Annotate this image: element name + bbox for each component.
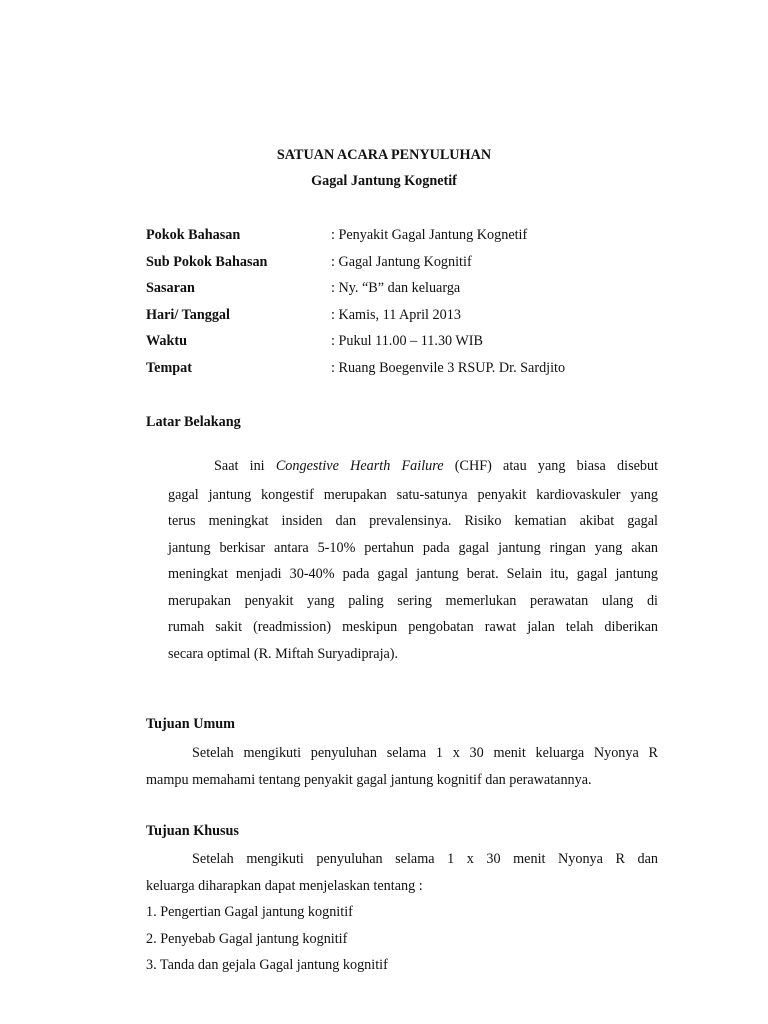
meta-row-tempat	[146, 360, 686, 380]
meta-row-waktu	[146, 333, 686, 353]
meta-row-hari-tanggal	[146, 307, 686, 327]
paragraph-line: gagal jantung kongestif merupakan satu-satunya penyakit kardiovaskuler yang	[168, 487, 658, 503]
meta-value: : Ny. “B” dan keluarga	[331, 280, 461, 296]
meta-label: Sasaran	[146, 280, 195, 296]
list-item: 1. Pengertian Gagal jantung kognitif	[146, 904, 353, 920]
meta-label: Sub Pokok Bahasan	[146, 254, 268, 270]
meta-value: : Ruang Boegenvile 3 RSUP. Dr. Sardjito	[331, 360, 566, 376]
paragraph-line: mampu memahami tentang penyakit gagal jantung kognitif dan perawatannya.	[146, 772, 592, 788]
list-item: 2. Penyebab Gagal jantung kognitif	[146, 931, 348, 947]
document-title: SATUAN ACARA PENYULUHAN	[276, 147, 492, 163]
heading-tujuan-umum: Tujuan Umum	[146, 716, 235, 732]
meta-value: : Gagal Jantung Kognitif	[331, 254, 472, 270]
paragraph-line: merupakan penyakit yang paling sering memerlukan perawatan ulang di	[168, 593, 658, 609]
meta-row-sub-pokok-bahasan	[146, 254, 686, 274]
paragraph-line: rumah sakit (readmission) meskipun pengobatan rawat jalan telah diberikan	[168, 619, 658, 635]
paragraph-line: meningkat menjadi 30-40% pada gagal jantung berat. Selain itu, gagal jantung	[168, 566, 658, 582]
meta-row-pokok-bahasan	[146, 227, 686, 247]
heading-latar-belakang: Latar Belakang	[146, 414, 241, 430]
meta-label: Hari/ Tanggal	[146, 307, 230, 323]
meta-value: : Pukul 11.00 – 11.30 WIB	[331, 333, 483, 349]
paragraph-line	[214, 458, 658, 475]
paragraph-line: jantung berkisar antara 5-10% pertahun pada gagal jantung ringan yang akan	[168, 540, 658, 556]
paragraph-text: Saat ini	[214, 458, 265, 474]
paragraph-line: Setelah mengikuti penyuluhan selama 1 x 30 menit keluarga Nyonya R	[192, 745, 658, 761]
document-subtitle: Gagal Jantung Kognetif	[311, 173, 457, 189]
meta-value: : Penyakit Gagal Jantung Kognetif	[331, 227, 528, 243]
paragraph-line: secara optimal (R. Miftah Suryadipraja).	[168, 646, 399, 662]
meta-label: Pokok Bahasan	[146, 227, 241, 243]
paragraph-line: Setelah mengikuti penyuluhan selama 1 x 30 menit Nyonya R dan	[192, 851, 658, 867]
meta-row-sasaran	[146, 280, 686, 300]
paragraph-line: keluarga diharapkan dapat menjelaskan tentang :	[146, 878, 423, 894]
list-item: 3. Tanda dan gejala Gagal jantung kognitif	[146, 957, 388, 973]
paragraph-text: (CHF) atau yang biasa disebut	[454, 458, 659, 474]
meta-label: Tempat	[146, 360, 192, 376]
meta-value: : Kamis, 11 April 2013	[331, 307, 461, 323]
paragraph-italic-term: Congestive Hearth Failure	[275, 458, 444, 474]
paragraph-line: terus meningkat insiden dan prevalensinya. Risiko kematian akibat gagal	[168, 513, 658, 529]
heading-tujuan-khusus: Tujuan Khusus	[146, 823, 239, 839]
meta-label: Waktu	[146, 333, 188, 349]
